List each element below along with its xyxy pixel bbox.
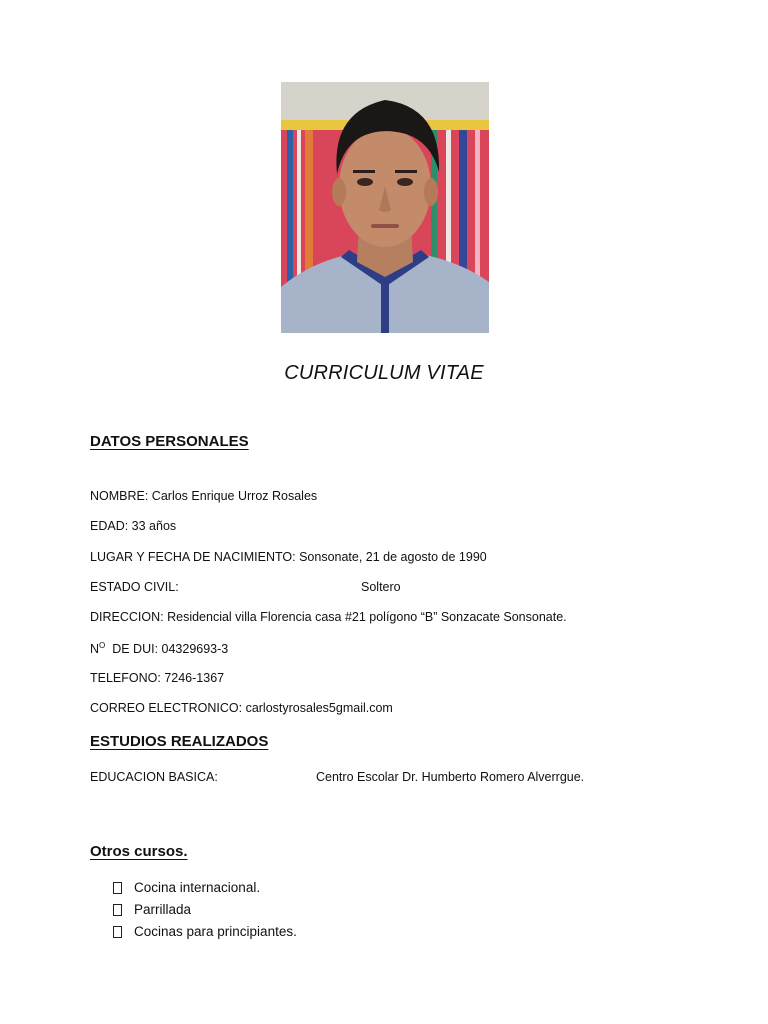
field-direccion: DIRECCION: Residencial villa Florencia casa #21 polígono “B” Sonzacate Sonsonate. [90,610,567,624]
field-educacion-basica [90,770,690,784]
estado-civil-value: Soltero [361,580,401,594]
course-label: Cocina internacional. [134,880,261,895]
heading-otros-cursos: Otros cursos. [90,843,188,860]
course-item [113,902,191,917]
course-item [113,924,297,939]
educacion-label: EDUCACION BASICA: [90,770,218,784]
dui-value: DE DUI: 04329693-3 [105,642,229,656]
field-nombre: NOMBRE: Carlos Enrique Urroz Rosales [90,489,318,503]
field-lugar-fecha: LUGAR Y FECHA DE NACIMIENTO: Sonsonate, 21 de agosto de 1990 [90,550,487,564]
course-label: Cocinas para principiantes. [134,924,297,939]
course-label: Parrillada [134,902,192,917]
field-dui [90,641,228,656]
field-correo: CORREO ELECTRONICO: carlostyrosales5gmail.com [90,701,393,715]
field-estado-civil [90,580,690,594]
square-bullet-icon [113,926,122,938]
dui-prefix: N [90,642,100,656]
heading-estudios-realizados: ESTUDIOS REALIZADOS [90,733,269,750]
educacion-value: Centro Escolar Dr. Humberto Romero Alverrgue. [316,770,585,784]
square-bullet-icon [113,904,122,916]
estado-civil-label: ESTADO CIVIL: [90,580,179,594]
square-bullet-icon [113,882,122,894]
document-title: CURRICULUM VITAE [284,362,484,384]
field-edad: EDAD: 33 años [90,519,177,533]
course-item [113,880,260,895]
dui-superscript: O [99,641,106,650]
field-telefono: TELEFONO: 7246-1367 [90,671,225,685]
profile-photo [281,82,489,333]
heading-datos-personales: DATOS PERSONALES [90,433,249,450]
